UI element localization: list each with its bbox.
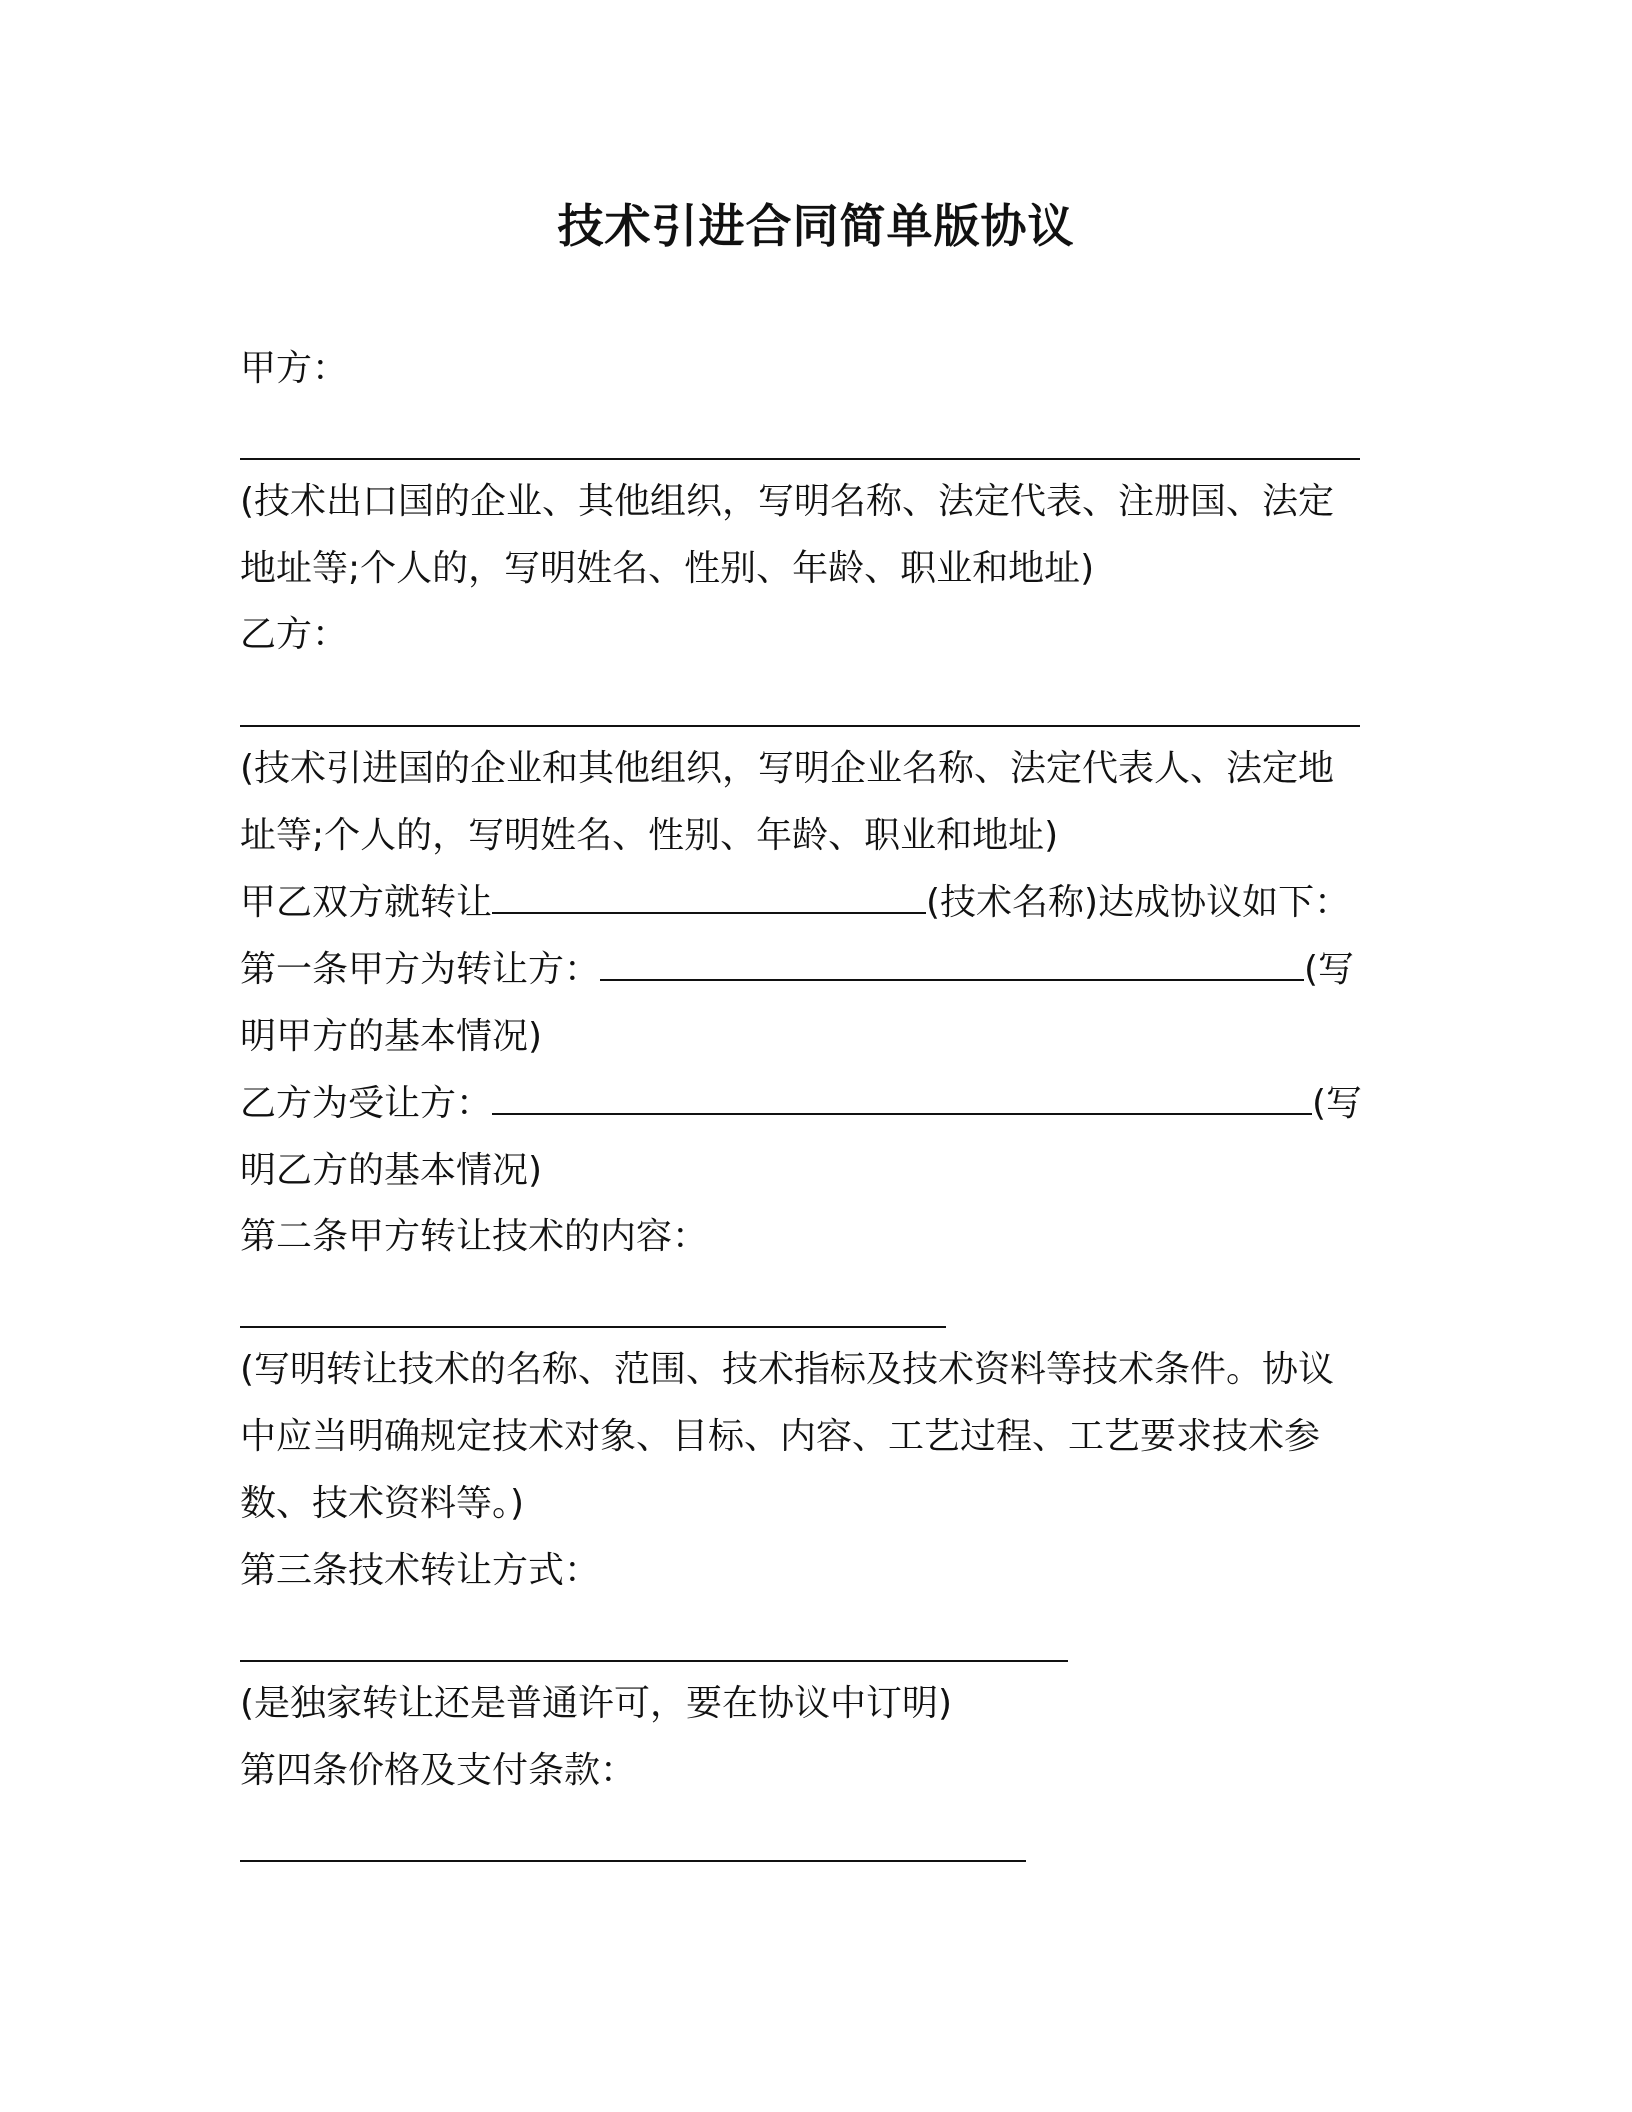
article3-note: (是独家转让还是普通许可，要在协议中订明) — [240, 1683, 953, 1724]
article2-note-line1: (写明转让技术的名称、范围、技术指标及技术资料等技术条件。协议 — [240, 1349, 1335, 1390]
party-a-label: 甲方： — [240, 348, 349, 389]
party-a-note-line1: (技术出口国的企业、其他组织，写明名称、法定代表、注册国、法定 — [240, 481, 1335, 522]
transferee-blank — [492, 1083, 1312, 1115]
article2-note-line3: 数、技术资料等。) — [240, 1483, 525, 1524]
party-a-note-line2: 地址等;个人的，写明姓名、性别、年龄、职业和地址) — [240, 548, 1095, 589]
article1-line — [240, 947, 1354, 993]
article2-heading: 第二条甲方转让技术的内容： — [240, 1216, 709, 1257]
article1-b-suffix: (写 — [1312, 1083, 1363, 1124]
article4-blank — [240, 1860, 1026, 1862]
article1-b-line — [240, 1081, 1362, 1127]
article1-suffix: (写 — [1304, 949, 1355, 990]
party-b-blank — [240, 725, 1360, 727]
agreement-suffix: (技术名称)达成协议如下： — [926, 882, 1351, 923]
transferor-blank — [600, 949, 1304, 981]
party-b-note-line1: (技术引进国的企业和其他组织，写明企业名称、法定代表人、法定地 — [240, 748, 1335, 789]
article1-prefix: 第一条甲方为转让方： — [240, 949, 601, 990]
article1-b-prefix: 乙方为受让方： — [240, 1083, 493, 1124]
article1-b-cont: 明乙方的基本情况) — [240, 1150, 543, 1191]
article3-blank — [240, 1660, 1068, 1662]
article2-note-line2: 中应当明确规定技术对象、目标、内容、工艺过程、工艺要求技术参 — [240, 1416, 1321, 1457]
article2-blank — [240, 1326, 946, 1328]
agreement-line — [240, 880, 1350, 926]
article4-heading: 第四条价格及支付条款： — [240, 1750, 637, 1791]
party-b-label: 乙方： — [240, 614, 349, 655]
technology-name-blank — [492, 882, 926, 914]
article3-heading: 第三条技术转让方式： — [240, 1550, 601, 1591]
party-a-blank — [240, 458, 1360, 460]
agreement-prefix: 甲乙双方就转让 — [240, 882, 493, 923]
article1-cont: 明甲方的基本情况) — [240, 1016, 543, 1057]
party-b-note-line2: 址等;个人的，写明姓名、性别、年龄、职业和地址) — [240, 815, 1059, 856]
document-title: 技术引进合同简单版协议 — [557, 199, 1075, 253]
